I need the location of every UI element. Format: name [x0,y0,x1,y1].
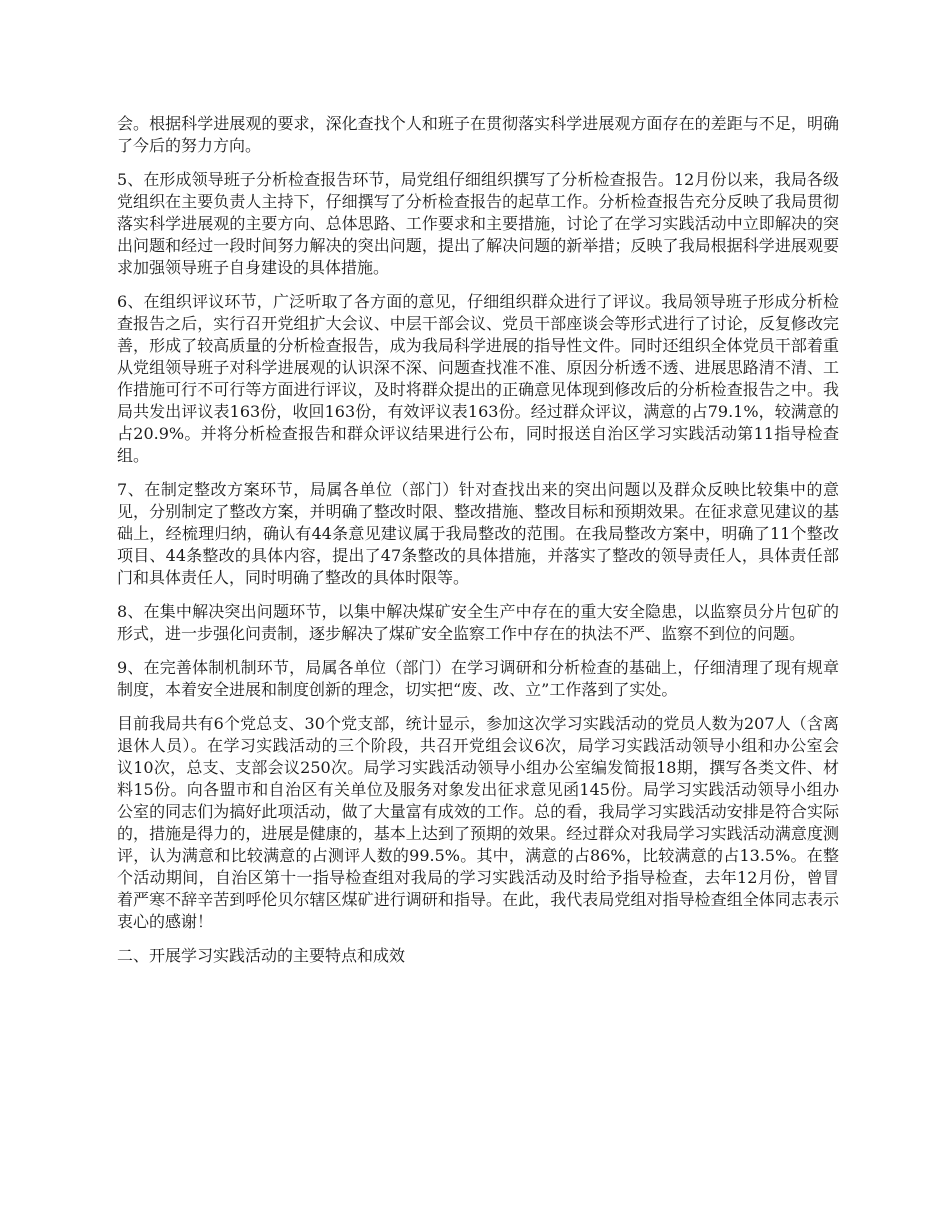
paragraph-item-7: 7、在制定整改方案环节，局属各单位（部门）针对查找出来的突出问题以及群众反映比较集中的意见，分别制定了整改方案，并明确了整改时限、整改措施、整改目标和预期效果。在征求意见建议的基础上，经梳理归纳，确认有44条意见建议属于我局整改的范围。在我局整改方案中，明确了11个整改项目、44条整改的具体内容，提出了47条整改的具体措施，并落实了整改的领导责任人，具体责任部门和具体责任人，同时明确了整改的具体时限等。 [117,480,839,587]
document-page [117,113,839,979]
paragraph-item-5: 5、在形成领导班子分析检查报告环节，局党组仔细组织撰写了分析检查报告。12月份以来，我局各级党组织在主要负责人主持下，仔细撰写了分析检查报告的起草工作。分析检查报告充分反映了我局贯彻落实科学进展观的主要方向、总体思路、工作要求和主要措施，讨论了在学习实践活动中立即解决的突出问题和经过一段时间努力解决的突出问题，提出了解决问题的新举措；反映了我局根据科学进展观要求加强领导班子自身建设的具体措施。 [117,170,839,277]
paragraph-item-8: 8、在集中解决突出问题环节，以集中解决煤矿安全生产中存在的重大安全隐患，以监察员分片包矿的形式，进一步强化问责制，逐步解决了煤矿安全监察工作中存在的执法不严、监察不到位的问题。 [117,602,839,643]
paragraph-summary: 目前我局共有6个党总支、30个党支部，统计显示，参加这次学习实践活动的党员人数为207人（含离退休人员）。在学习实践活动的三个阶段，共召开党组会议6次，局学习实践活动领导小组和办公室会议10次，总支、支部会议250次。局学习实践活动领导小组办公室编发简报18期，撰写各类文件、材料15份。向各盟市和自治区有关单位及服务对象发出征求意见函145份。局学习实践活动领导小组办公室的同志们为搞好此项活动，做了大量富有成效的工作。总的看，我局学习实践活动安排是符合实际的，措施是得力的，进展是健康的，基本上达到了预期的效果。经过群众对我局学习实践活动满意度测评，认为满意和比较满意的占测评人数的99.5%。其中，满意的占86%，比较满意的占13.5%。在整个活动期间，自治区第十一指导检查组对我局的学习实践活动及时给予指导检查，去年12月份，曾冒着严寒不辞辛苦到呼伦贝尔辖区煤矿进行调研和指导。在此，我代表局党组对指导检查组全体同志表示衷心的感谢！ [117,714,839,931]
paragraph-item-9: 9、在完善体制机制环节，局属各单位（部门）在学习调研和分析检查的基础上，仔细清理了现有规章制度，本着安全进展和制度创新的理念，切实把“废、改、立”工作落到了实处。 [117,658,839,699]
paragraph-continuation: 会。根据科学进展观的要求，深化查找个人和班子在贯彻落实科学进展观方面存在的差距与不足，明确了今后的努力方向。 [117,114,839,155]
section-heading: 二、开展学习实践活动的主要特点和成效 [117,946,406,965]
paragraph-item-6: 6、在组织评议环节，广泛听取了各方面的意见，仔细组织群众进行了评议。我局领导班子形成分析检查报告之后，实行召开党组扩大会议、中层干部会议、党员干部座谈会等形式进行了讨论，反复修改完善，形成了较高质量的分析检查报告，成为我局科学进展的指导性文件。同时还组织全体党员干部着重从党组领导班子对科学进展观的认识深不深、问题查找准不准、原因分析透不透、进展思路清不清、工作措施可行不可行等方面进行评议，及时将群众提出的正确意见体现到修改后的分析检查报告之中。我局共发出评议表163份，收回163份，有效评议表163份。经过群众评议，满意的占79.1%，较满意的占20.9%。并将分析检查报告和群众评议结果进行公布，同时报送自治区学习实践活动第11指导检查组。 [117,292,839,465]
